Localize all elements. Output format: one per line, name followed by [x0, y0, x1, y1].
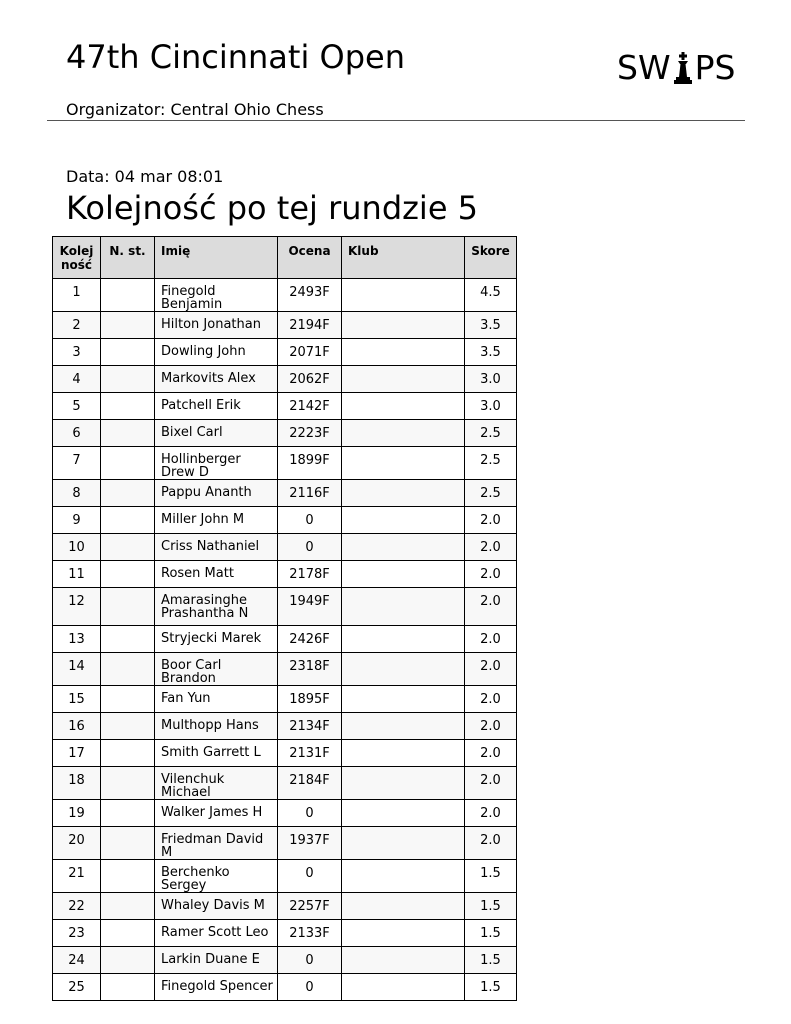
player-name-cell: Whaley Davis M — [155, 893, 278, 920]
club-cell — [342, 974, 465, 1001]
table-row — [53, 279, 517, 312]
club-cell — [342, 561, 465, 588]
rating-cell: 2062F — [278, 366, 342, 393]
table-row — [53, 653, 517, 686]
table-row — [53, 713, 517, 740]
rating-cell: 0 — [278, 800, 342, 827]
table-row — [53, 893, 517, 920]
player-name-cell: Multhopp Hans — [155, 713, 278, 740]
score-cell: 2.0 — [465, 800, 517, 827]
table-row — [53, 800, 517, 827]
player-name-cell: Vilenchuk Michael — [155, 767, 278, 800]
player-name-cell: Markovits Alex — [155, 366, 278, 393]
club-cell — [342, 312, 465, 339]
rank-cell: 3 — [53, 339, 101, 366]
rank-cell: 9 — [53, 507, 101, 534]
start-no-cell — [101, 447, 155, 480]
rank-cell: 4 — [53, 366, 101, 393]
club-cell — [342, 480, 465, 507]
rank-cell: 13 — [53, 626, 101, 653]
column-header-rating: Ocena — [278, 237, 342, 279]
score-cell: 1.5 — [465, 893, 517, 920]
start-no-cell — [101, 947, 155, 974]
rating-cell: 0 — [278, 860, 342, 893]
logo-text-right: PS — [694, 48, 736, 87]
column-header-rank — [53, 237, 101, 279]
club-cell — [342, 713, 465, 740]
rating-cell: 1937F — [278, 827, 342, 860]
score-cell: 3.0 — [465, 366, 517, 393]
rank-cell: 6 — [53, 420, 101, 447]
start-no-cell — [101, 588, 155, 626]
rank-cell: 15 — [53, 686, 101, 713]
score-cell: 1.5 — [465, 974, 517, 1001]
player-name-cell: Pappu Ananth — [155, 480, 278, 507]
start-no-cell — [101, 534, 155, 561]
table-row — [53, 827, 517, 860]
start-no-cell — [101, 893, 155, 920]
standings-table — [52, 236, 517, 1001]
player-name-cell: Rosen Matt — [155, 561, 278, 588]
table-row — [53, 974, 517, 1001]
rank-cell: 18 — [53, 767, 101, 800]
start-no-cell — [101, 920, 155, 947]
table-row — [53, 860, 517, 893]
club-cell — [342, 420, 465, 447]
start-no-cell — [101, 827, 155, 860]
rank-cell: 10 — [53, 534, 101, 561]
player-name-cell: Smith Garrett L — [155, 740, 278, 767]
report-date: Data: 04 mar 08:01 — [66, 167, 224, 186]
rating-cell: 2071F — [278, 339, 342, 366]
club-cell — [342, 893, 465, 920]
start-no-cell — [101, 480, 155, 507]
table-row — [53, 507, 517, 534]
start-no-cell — [101, 800, 155, 827]
rank-cell: 23 — [53, 920, 101, 947]
player-name-cell: Hollinberger Drew D — [155, 447, 278, 480]
score-cell: 3.0 — [465, 393, 517, 420]
score-cell: 2.0 — [465, 626, 517, 653]
rank-cell: 22 — [53, 893, 101, 920]
club-cell — [342, 653, 465, 686]
rating-cell: 2257F — [278, 893, 342, 920]
club-cell — [342, 686, 465, 713]
player-name-cell: Miller John M — [155, 507, 278, 534]
rating-cell: 1895F — [278, 686, 342, 713]
player-name-cell: Walker James H — [155, 800, 278, 827]
score-cell: 2.0 — [465, 588, 517, 626]
club-cell — [342, 767, 465, 800]
club-cell — [342, 947, 465, 974]
player-name-cell: Boor Carl Brandon — [155, 653, 278, 686]
club-cell — [342, 626, 465, 653]
score-cell: 1.5 — [465, 947, 517, 974]
rank-cell: 14 — [53, 653, 101, 686]
table-row — [53, 767, 517, 800]
player-name-cell: Amarasinghe Prashantha N — [155, 588, 278, 626]
club-cell — [342, 447, 465, 480]
score-cell: 2.0 — [465, 686, 517, 713]
table-row — [53, 393, 517, 420]
table-row — [53, 740, 517, 767]
table-row — [53, 588, 517, 626]
club-cell — [342, 279, 465, 312]
rank-cell: 20 — [53, 827, 101, 860]
score-cell: 2.0 — [465, 534, 517, 561]
start-no-cell — [101, 312, 155, 339]
player-name-cell: Patchell Erik — [155, 393, 278, 420]
column-header-score: Skore — [465, 237, 517, 279]
table-row — [53, 420, 517, 447]
club-cell — [342, 507, 465, 534]
rating-cell: 2223F — [278, 420, 342, 447]
table-row — [53, 447, 517, 480]
chess-king-icon — [672, 52, 694, 84]
score-cell: 2.5 — [465, 480, 517, 507]
rating-cell: 0 — [278, 534, 342, 561]
start-no-cell — [101, 507, 155, 534]
rating-cell: 2134F — [278, 713, 342, 740]
rating-cell: 0 — [278, 507, 342, 534]
column-header-start-no: N. st. — [101, 237, 155, 279]
player-name-cell: Dowling John — [155, 339, 278, 366]
table-row — [53, 626, 517, 653]
table-row — [53, 480, 517, 507]
player-name-cell: Stryjecki Marek — [155, 626, 278, 653]
rating-cell: 2318F — [278, 653, 342, 686]
rating-cell: 0 — [278, 974, 342, 1001]
rank-cell: 8 — [53, 480, 101, 507]
rank-cell: 25 — [53, 974, 101, 1001]
rank-cell: 21 — [53, 860, 101, 893]
rating-cell: 2131F — [278, 740, 342, 767]
score-cell: 2.0 — [465, 653, 517, 686]
player-name-cell: Criss Nathaniel — [155, 534, 278, 561]
rank-cell: 24 — [53, 947, 101, 974]
player-name-cell: Berchenko Sergey — [155, 860, 278, 893]
start-no-cell — [101, 860, 155, 893]
table-row — [53, 561, 517, 588]
start-no-cell — [101, 561, 155, 588]
rating-cell: 2178F — [278, 561, 342, 588]
score-cell: 4.5 — [465, 279, 517, 312]
rating-cell: 2493F — [278, 279, 342, 312]
club-cell — [342, 920, 465, 947]
score-cell: 3.5 — [465, 312, 517, 339]
table-row — [53, 339, 517, 366]
table-row — [53, 686, 517, 713]
score-cell: 3.5 — [465, 339, 517, 366]
rank-cell: 17 — [53, 740, 101, 767]
column-header-club: Klub — [342, 237, 465, 279]
player-name-cell: Finegold Benjamin — [155, 279, 278, 312]
start-no-cell — [101, 420, 155, 447]
rank-cell: 16 — [53, 713, 101, 740]
organizer-line: Organizator: Central Ohio Chess — [66, 100, 324, 119]
rating-cell: 2194F — [278, 312, 342, 339]
player-name-cell: Friedman David M — [155, 827, 278, 860]
header-divider — [47, 120, 745, 121]
score-cell: 2.0 — [465, 827, 517, 860]
score-cell: 2.5 — [465, 420, 517, 447]
start-no-cell — [101, 393, 155, 420]
rating-cell: 2426F — [278, 626, 342, 653]
rating-cell: 2133F — [278, 920, 342, 947]
club-cell — [342, 393, 465, 420]
start-no-cell — [101, 626, 155, 653]
start-no-cell — [101, 767, 155, 800]
table-row — [53, 366, 517, 393]
club-cell — [342, 827, 465, 860]
club-cell — [342, 860, 465, 893]
rating-cell: 1949F — [278, 588, 342, 626]
rank-cell: 11 — [53, 561, 101, 588]
rank-cell: 19 — [53, 800, 101, 827]
rating-cell: 2116F — [278, 480, 342, 507]
score-cell: 2.0 — [465, 561, 517, 588]
club-cell — [342, 534, 465, 561]
club-cell — [342, 339, 465, 366]
player-name-cell: Hilton Jonathan — [155, 312, 278, 339]
start-no-cell — [101, 974, 155, 1001]
player-name-cell: Ramer Scott Leo — [155, 920, 278, 947]
player-name-cell: Bixel Carl — [155, 420, 278, 447]
club-cell — [342, 800, 465, 827]
score-cell: 2.0 — [465, 740, 517, 767]
table-row — [53, 920, 517, 947]
score-cell: 2.0 — [465, 713, 517, 740]
column-header-name: Imię — [155, 237, 278, 279]
score-cell: 2.5 — [465, 447, 517, 480]
table-row — [53, 947, 517, 974]
club-cell — [342, 588, 465, 626]
player-name-cell: Fan Yun — [155, 686, 278, 713]
table-header-row — [53, 237, 517, 279]
rank-cell: 5 — [53, 393, 101, 420]
rank-cell: 7 — [53, 447, 101, 480]
score-cell: 2.0 — [465, 767, 517, 800]
player-name-cell: Larkin Duane E — [155, 947, 278, 974]
standings-heading: Kolejność po tej rundzie 5 — [66, 189, 479, 227]
rating-cell: 2142F — [278, 393, 342, 420]
table-row — [53, 534, 517, 561]
club-cell — [342, 366, 465, 393]
start-no-cell — [101, 686, 155, 713]
start-no-cell — [101, 740, 155, 767]
score-cell: 2.0 — [465, 507, 517, 534]
rank-cell: 12 — [53, 588, 101, 626]
score-cell: 1.5 — [465, 860, 517, 893]
rating-cell: 1899F — [278, 447, 342, 480]
start-no-cell — [101, 279, 155, 312]
logo-text-left: SW — [617, 48, 671, 87]
rating-cell: 2184F — [278, 767, 342, 800]
start-no-cell — [101, 713, 155, 740]
start-no-cell — [101, 653, 155, 686]
score-cell: 1.5 — [465, 920, 517, 947]
player-name-cell: Finegold Spencer — [155, 974, 278, 1001]
rank-cell: 2 — [53, 312, 101, 339]
rank-header-label: Kolej ność — [59, 244, 94, 272]
start-no-cell — [101, 339, 155, 366]
rank-cell: 1 — [53, 279, 101, 312]
swiss-manager-logo — [617, 48, 736, 87]
rating-cell: 0 — [278, 947, 342, 974]
club-cell — [342, 740, 465, 767]
table-row — [53, 312, 517, 339]
tournament-title: 47th Cincinnati Open — [66, 38, 405, 76]
start-no-cell — [101, 366, 155, 393]
